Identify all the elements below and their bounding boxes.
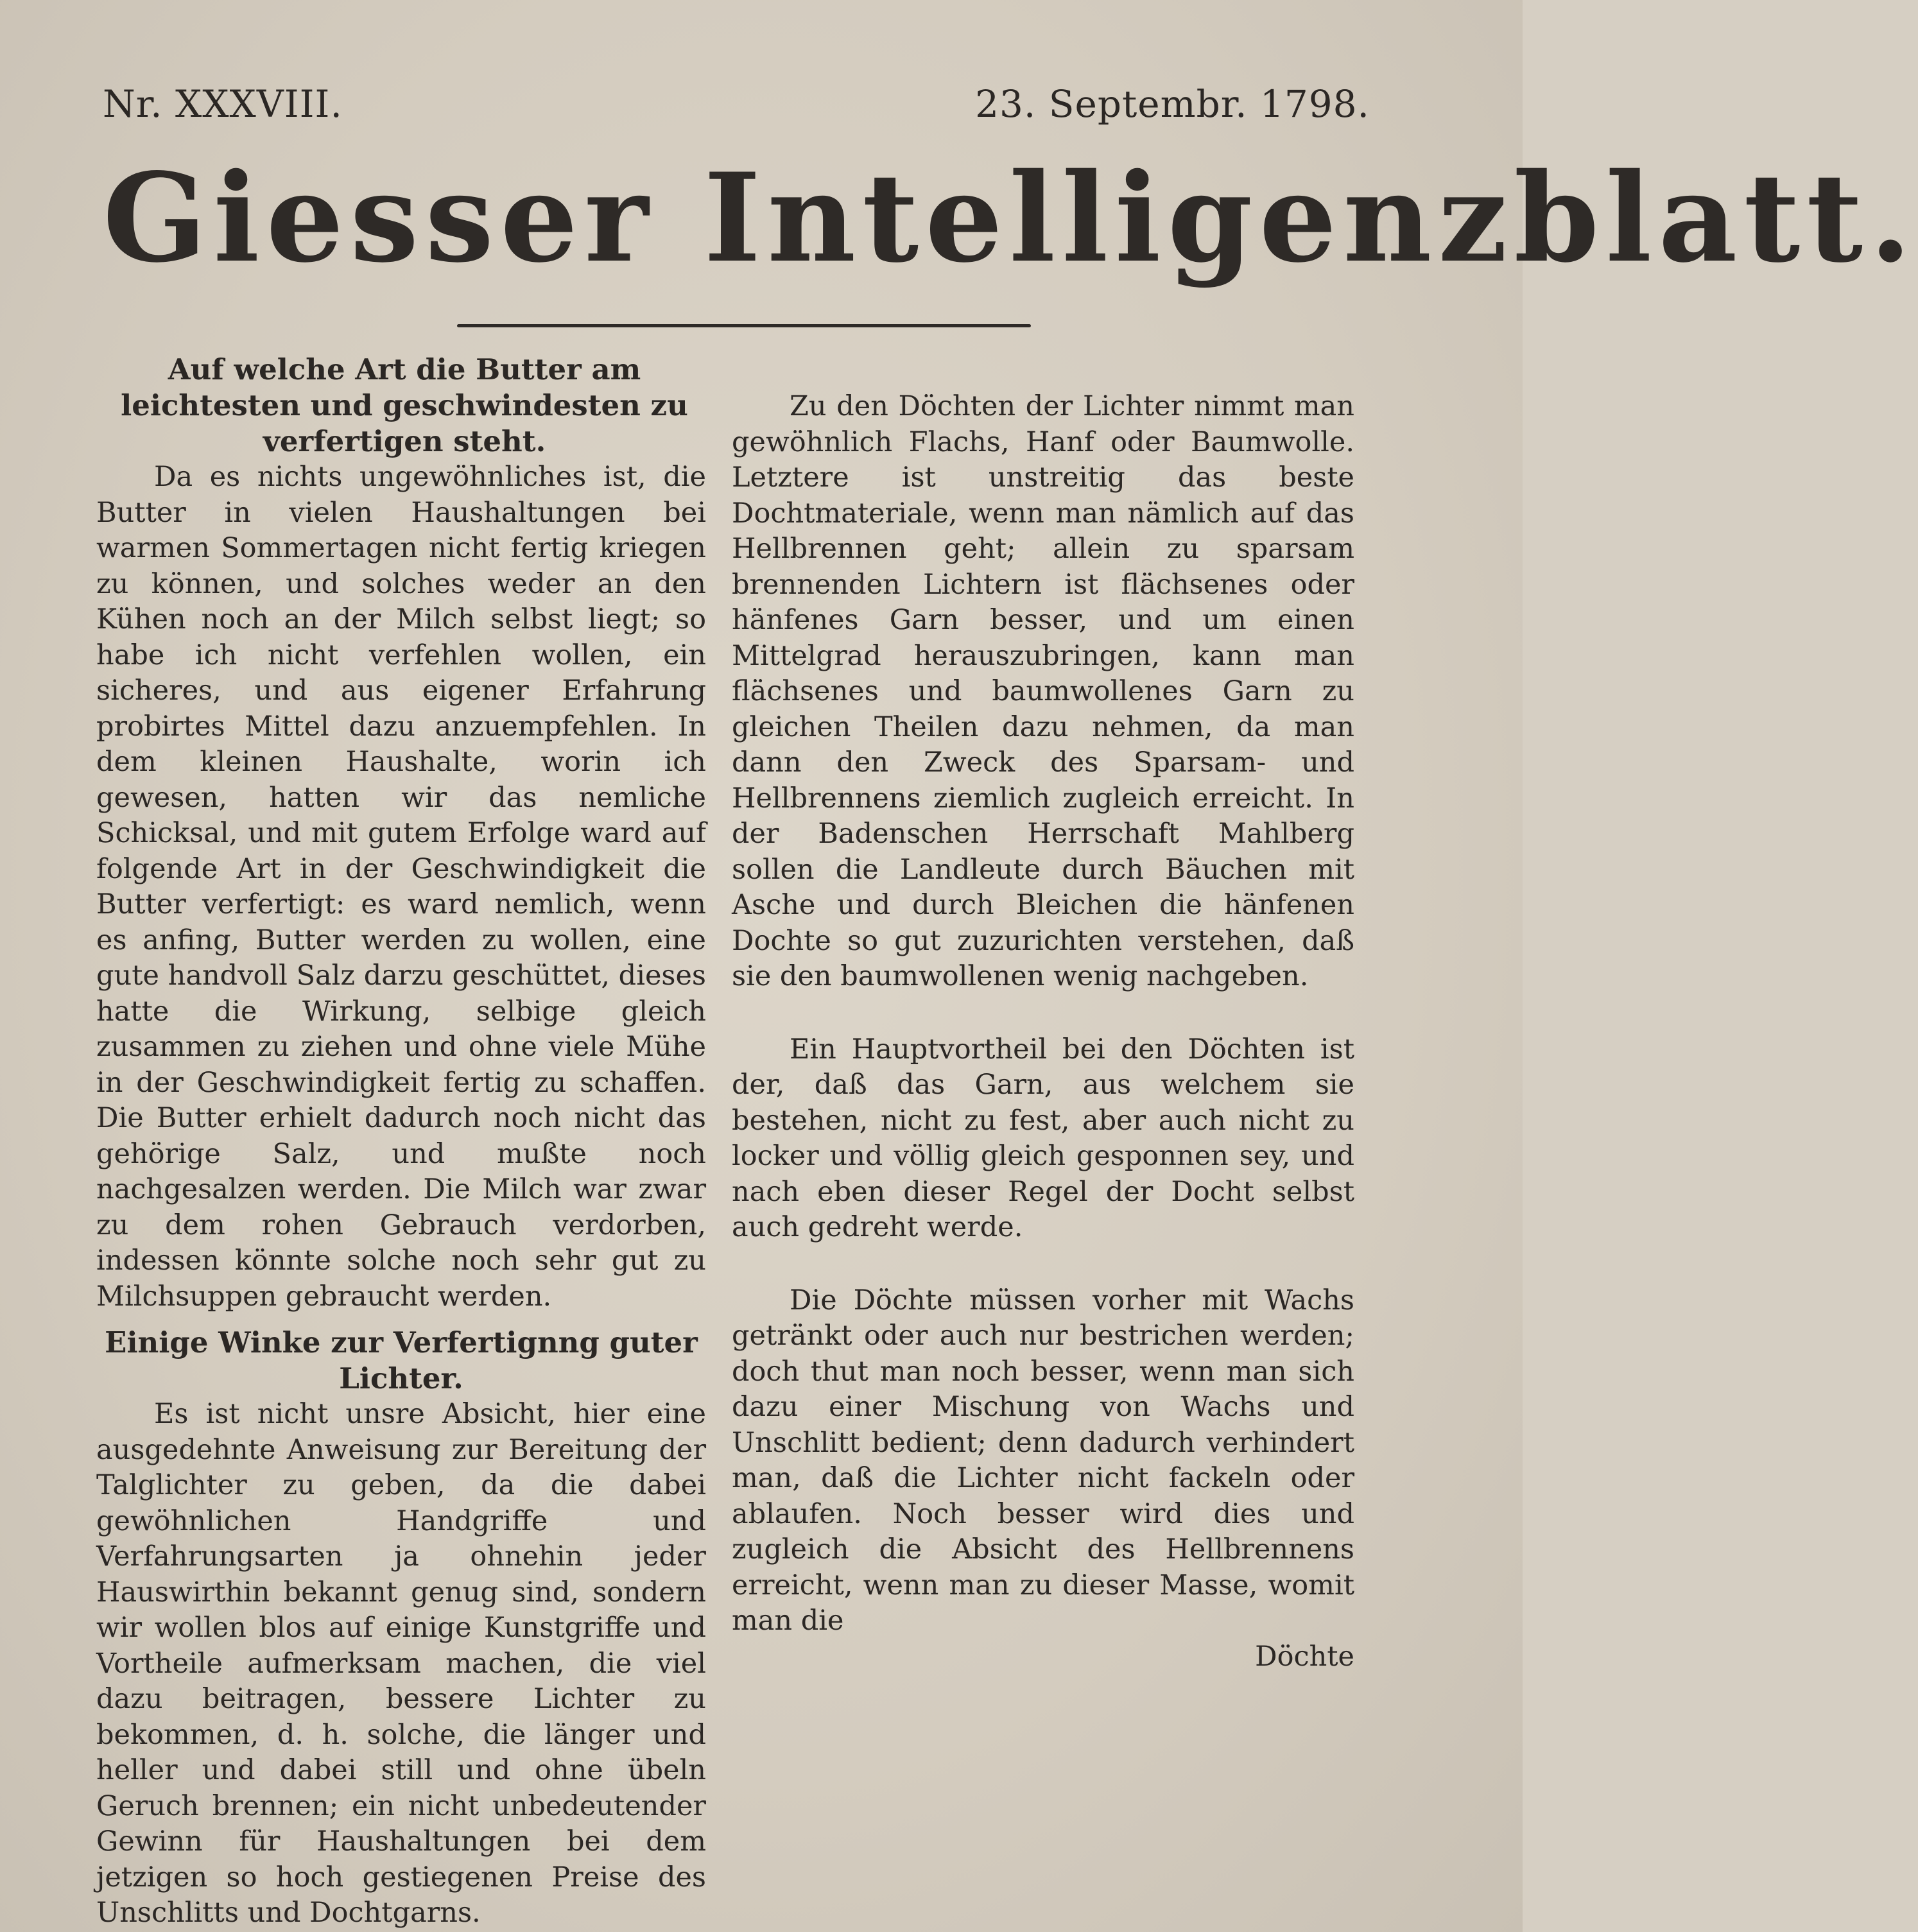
- article2-paragraph-1: Es ist nicht unsre Absicht, hier eine ausgedehnte Anweisung zur Bereitung der Talglichter zu geben, da die dabei gewöhnlichen Handgriffe und Verfahrungsarten ja ohnehin jeder Hauswirthin bekannt genug sind, sondern wir wollen blos auf einige Kunstgriffe und Vortheile aufmerksam machen, die viel dazu beitragen, bessere Lichter zu bekommen, d. h. solche, die länger und heller und dabei still und ohne übeln Geruch brennen; ein nicht unbedeutender Gewinn für Haushaltungen bei dem jetzigen so hoch gestiegenen Preise des Unschlitts und Dochtgarns.: [96, 1398, 706, 1929]
- article2-paragraph-3: Ein Hauptvortheil bei den Döchten ist der, daß das Garn, aus welchem sie bestehen, nicht zu fest, aber auch nicht zu locker und völlig gleich gesponnen sey, und nach eben dieser Regel der Docht selbst auch gedreht werde.: [732, 1033, 1354, 1243]
- article2-paragraph-2: Zu den Döchten der Lichter nimmt man gewöhnlich Flachs, Hanf oder Baumwolle. Letztere ist unstreitig das beste Dochtmateriale, wenn man nämlich auf das Hellbrennen geht; allein zu sparsam brennenden Lichtern ist flächsenes oder hänfenes Garn besser, und um einen Mittelgrad herauszubringen, kann man flächsenes und baumwollenes Garn zu gleichen Theilen dazu nehmen, da man dann den Zweck des Sparsam- und Hellbrennens ziemlich zugleich erreicht. In der Badenschen Herrschaft Mahlberg sollen die Landleute durch Bäuchen mit Asche und durch Bleichen die hänfenen Dochte so gut zuzurichten verstehen, daß sie den baumwollenen wenig nachgeben.: [732, 390, 1354, 992]
- issue-number: Nr. XXXVIII.: [103, 82, 343, 126]
- masthead-title: Giesser Intelligenzblatt.: [103, 146, 1918, 289]
- article2-paragraph-4: Die Döchte müssen vorher mit Wachs getränkt oder auch nur bestrichen werden; doch thut man noch besser, wenn man sich dazu einer Mischung von Wachs und Unschlitt bedient; denn dadurch verhindert man, daß die Lichter nicht fackeln oder ablaufen. Noch besser wird dies und zugleich die Absicht des Hellbrennens erreicht, wenn man zu dieser Masse, womit man die: [732, 1284, 1354, 1637]
- article2-heading: Einige Winke zur Verfertignng guter Lichter.: [105, 1325, 698, 1395]
- article1-body: Da es nichts ungewöhnliches ist, die Butter in vielen Haushaltungen bei warmen Sommertagen nicht fertig kriegen zu können, und solches weder an den Kühen noch an der Milch selbst liegt; so habe ich nicht verfehlen wollen, ein sicheres, und aus eigener Erfahrung probirtes Mittel dazu anzuempfehlen. In dem kleinen Haushalte, worin ich gewesen, hatten wir das nemliche Schicksal, und mit gutem Erfolge ward auf folgende Art in der Geschwindigkeit die Butter verfertigt: es ward nemlich, wenn es anfing, Butter werden zu wollen, eine gute handvoll Salz darzu geschüttet, dieses hatte die Wirkung, selbige gleich zusammen zu ziehen und ohne viele Mühe in der Geschwindigkeit fertig zu schaffen. Die Butter erhielt dadurch noch nicht das gehörige Salz, und mußte noch nachgesalzen werden. Die Milch war zwar zu dem rohen Gebrauch verdorben, indessen könnte solche noch sehr gut zu Milchsuppen gebraucht werden.: [96, 461, 706, 1313]
- masthead-divider: [457, 324, 1031, 327]
- issue-date: 23. Septembr. 1798.: [975, 82, 1370, 126]
- right-column: [732, 352, 1354, 1675]
- left-column: [96, 352, 706, 1931]
- article1-heading: Auf welche Art die Butter am leichtesten und geschwindesten zu verfertigen steht.: [121, 352, 688, 458]
- catchword: Döchte: [1255, 1640, 1354, 1673]
